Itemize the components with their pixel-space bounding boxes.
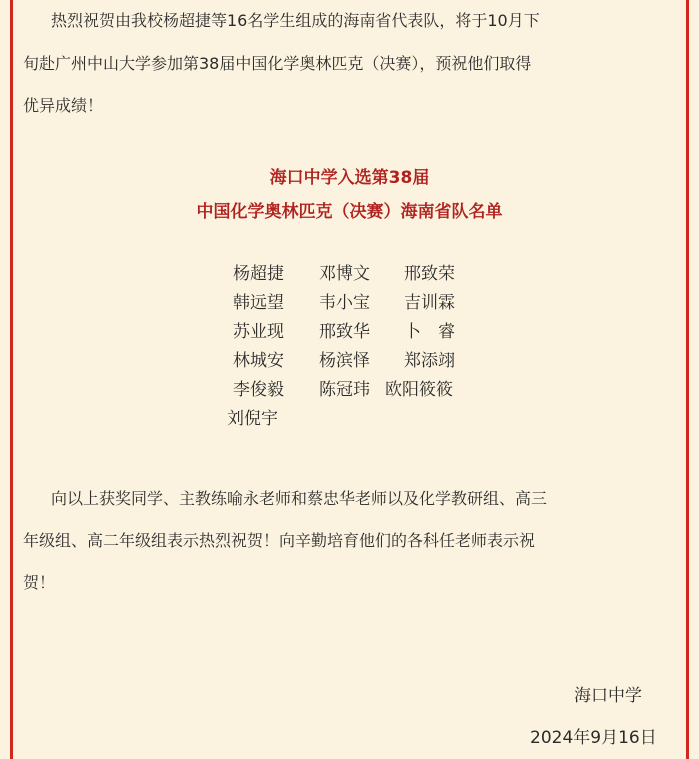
name-item: 苏业现 (233, 322, 284, 342)
name-item: 陈冠玮 (319, 380, 370, 400)
name-item: 吉训霖 (404, 293, 455, 313)
intro-line-3: 优异成绩！ (23, 96, 104, 115)
signature-school: 海口中学 (574, 686, 642, 706)
name-item: 郑添翊 (404, 351, 455, 371)
name-item: 邢致荣 (404, 264, 455, 284)
name-item: 刘倪宇 (227, 409, 278, 429)
name-item: 林城安 (233, 351, 284, 371)
list-title-line-2: 中国化学奥林匹克（决赛）海南省队名单 (196, 202, 503, 222)
name-item: 邢致华 (319, 322, 370, 342)
name-item: 卜 睿 (404, 322, 455, 342)
intro-line-1: 热烈祝贺由我校杨超捷等16名学生组成的海南省代表队，将于10月下 (51, 11, 540, 30)
name-item: 邓博文 (319, 264, 370, 284)
signature-date: 2024年9月16日 (530, 728, 657, 748)
right-border (686, 0, 689, 759)
name-item: 杨超捷 (233, 264, 284, 284)
name-item: 欧阳筱筱 (385, 380, 453, 400)
intro-line-2: 旬赴广州中山大学参加第38届中国化学奥林匹克（决赛），预祝他们取得 (23, 54, 532, 73)
congrats-line-3: 贺！ (23, 573, 56, 592)
name-item: 韦小宝 (319, 293, 370, 313)
list-title-line-1: 海口中学入选第38届 (269, 168, 430, 188)
left-border (10, 0, 13, 759)
congrats-line-1: 向以上获奖同学、主教练喻永老师和蔡忠华老师以及化学教研组、高三 (51, 489, 548, 508)
congrats-line-2: 年级组、高二年级组表示热烈祝贺！向辛勤培育他们的各科任老师表示祝 (23, 531, 536, 550)
name-item: 杨滨怿 (319, 351, 370, 371)
name-item: 韩远望 (233, 293, 284, 313)
name-item: 李俊毅 (233, 380, 284, 400)
